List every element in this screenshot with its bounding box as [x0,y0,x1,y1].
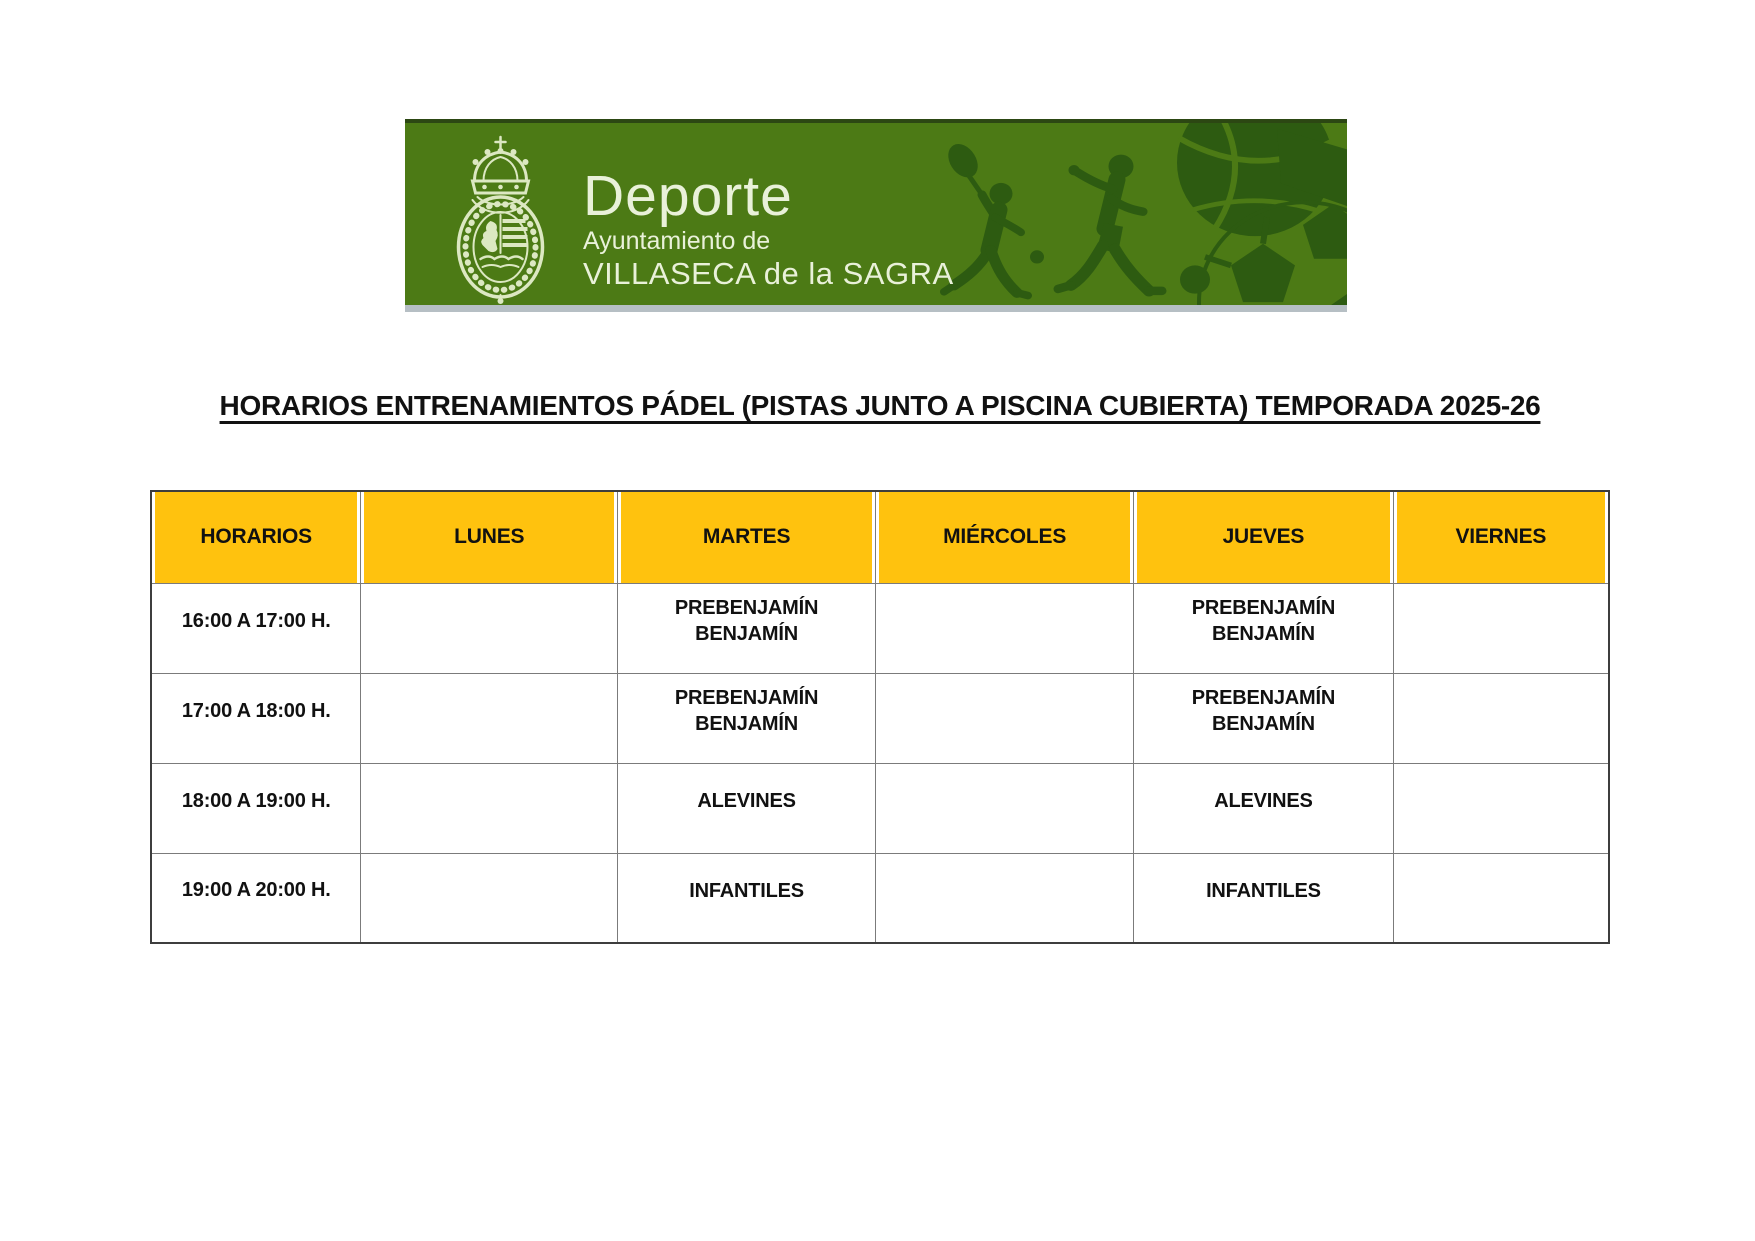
schedule-cell-lunes [361,673,618,763]
banner-subtitle-2: VILLASECA de la SAGRA [583,256,954,291]
time-cell: 19:00 A 20:00 H. [151,853,361,943]
schedule-cell-lunes [361,853,618,943]
schedule-cell-jueves [1134,583,1394,673]
group-label: INFANTILES [1206,879,1321,902]
banner-logo-text [583,164,954,291]
schedule-cell-miercoles [876,583,1134,673]
schedule-header-row [151,491,1609,583]
column-header-horarios [151,491,361,583]
schedule-cell-jueves [1134,763,1394,853]
schedule-table-body [151,583,1609,943]
group-label: BENJAMÍN [1211,713,1315,735]
group-label: BENJAMÍN [1211,623,1315,645]
column-header-label: HORARIOS [200,525,312,549]
schedule-table-head [151,491,1609,583]
banner-subtitle-1: Ayuntamiento de [583,227,771,255]
time-cell: 17:00 A 18:00 H. [151,673,361,763]
schedule-cell-viernes [1393,583,1609,673]
schedule-cell-martes [618,853,876,943]
schedule-row [151,583,1609,673]
time-cell: 18:00 A 19:00 H. [151,763,361,853]
group-label: PREBENJAMÍN [1191,687,1336,709]
tennis-player-silhouette [942,139,1044,295]
schedule-row [151,853,1609,943]
column-header-martes [618,491,876,583]
schedule-row [151,763,1609,853]
group-label: ALEVINES [697,790,796,812]
schedule-table [150,490,1610,944]
schedule-cell-martes [618,763,876,853]
schedule-cell-jueves [1134,853,1394,943]
column-header-label: LUNES [454,525,525,549]
column-header-label: MARTES [702,525,791,549]
schedule-cell-miercoles [876,673,1134,763]
group-label: PREBENJAMÍN [1191,597,1336,619]
municipal-coat-of-arms-icon [443,135,558,305]
column-header-label: MIÉRCOLES [943,525,1067,549]
column-header-viernes [1393,491,1609,583]
schedule-cell-miercoles [876,853,1134,943]
group-label: BENJAMÍN [695,713,798,735]
column-header-lunes [361,491,618,583]
time-cell: 16:00 A 17:00 H. [151,583,361,673]
schedule-cell-viernes [1393,763,1609,853]
schedule-cell-martes [618,673,876,763]
schedule-cell-miercoles [876,763,1134,853]
column-header-jueves [1134,491,1394,583]
schedule-cell-lunes [361,583,618,673]
schedule-cell-viernes [1393,853,1609,943]
schedule-cell-jueves [1134,673,1394,763]
group-label: INFANTILES [689,879,804,902]
schedule-cell-lunes [361,763,618,853]
column-header-miercoles [876,491,1134,583]
schedule-cell-martes [618,583,876,673]
column-header-label: JUEVES [1222,525,1305,549]
banner [405,119,1347,312]
schedule-cell-viernes [1393,673,1609,763]
group-label: PREBENJAMÍN [674,597,819,619]
schedule-row [151,673,1609,763]
group-label: PREBENJAMÍN [674,687,819,709]
banner-title: Deporte [583,164,793,228]
group-label: ALEVINES [1214,790,1313,812]
page-title: HORARIOS ENTRENAMIENTOS PÁDEL (PISTAS JUNTO A PISCINA CUBIERTA) TEMPORADA 2025-26 [219,390,1541,421]
group-label: BENJAMÍN [695,623,798,645]
column-header-label: VIERNES [1455,525,1547,549]
